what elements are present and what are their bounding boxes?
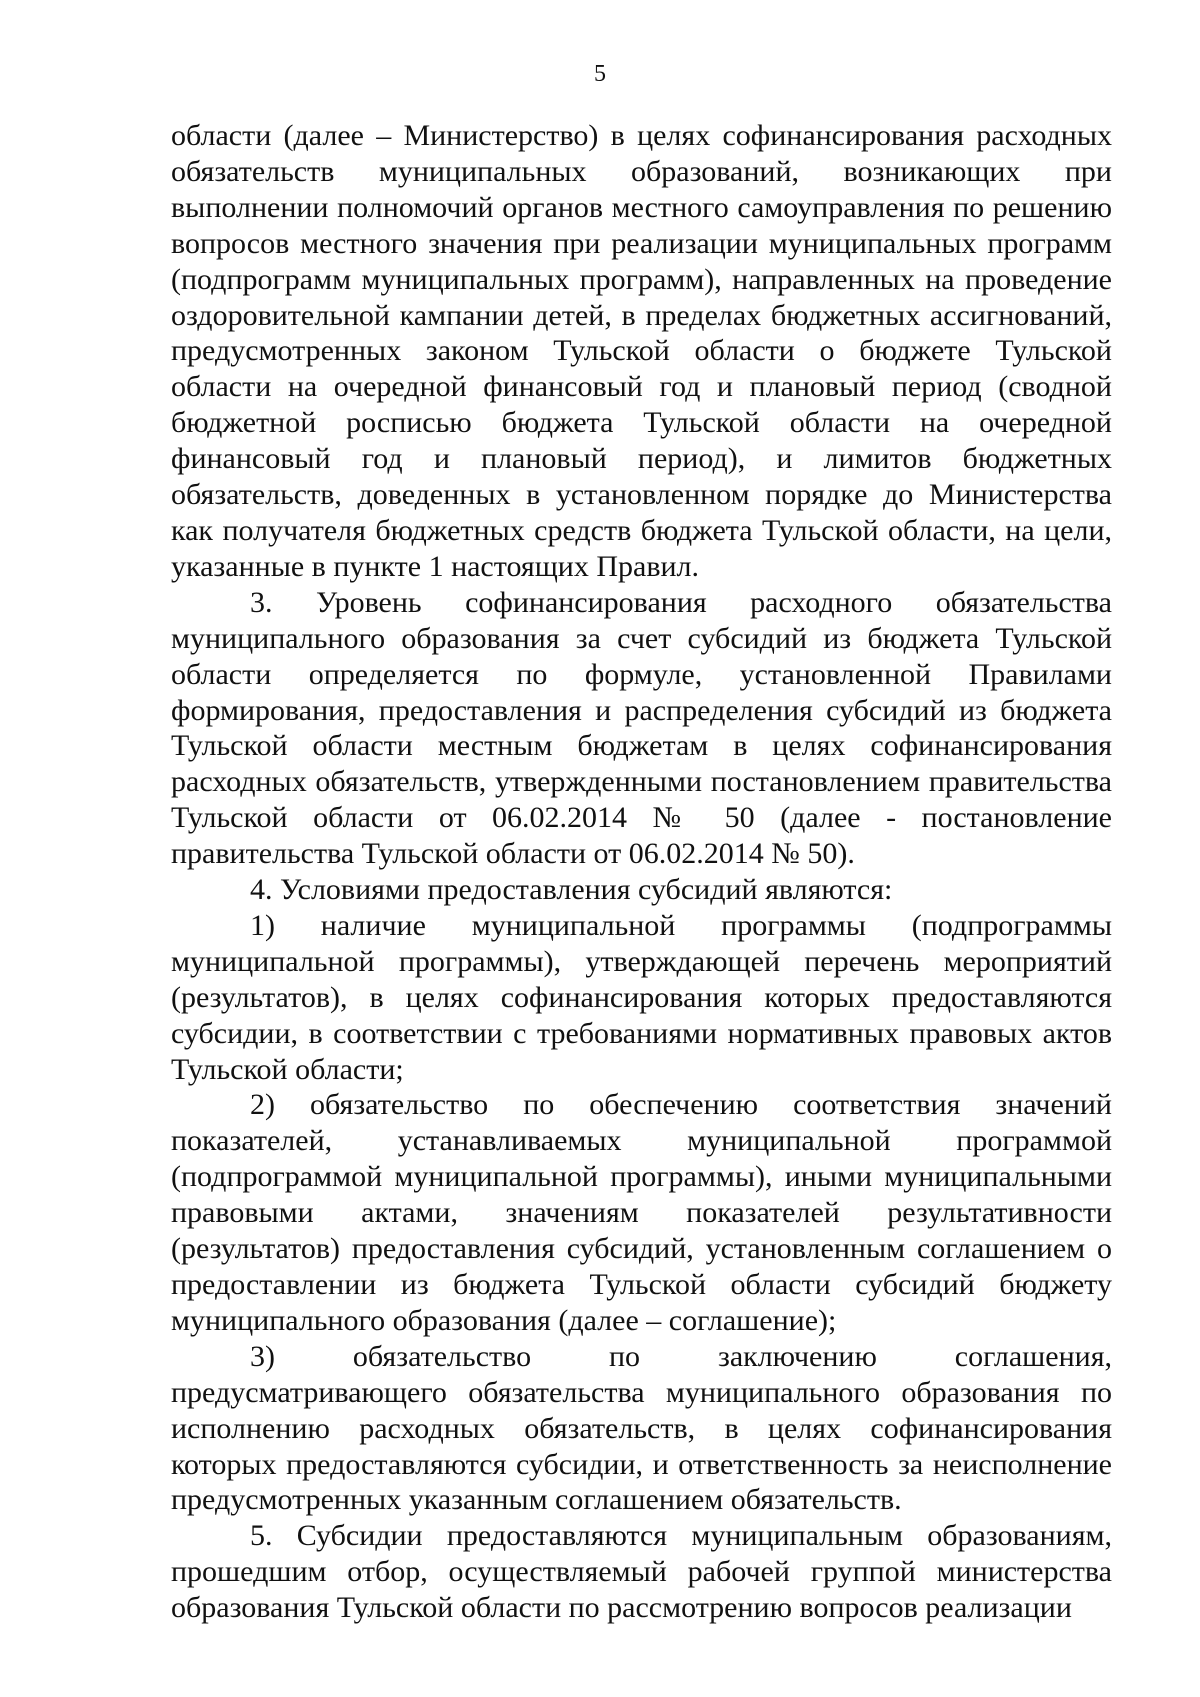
- paragraph-item-5: 5. Субсидии предоставляются муниципальным образованиям, прошедшим отбор, осуществляемый рабочей группой министерства образования Тульской области по рассмотрению вопросов реализации: [171, 1519, 1112, 1625]
- paragraph-subitem-2: 2) обязательство по обеспечению соответствия значений показателей, устанавливаемых муниципальной программой (подпрограммой муниципальной программы), иными муниципальными правовыми актами, значениям показателей результативности (результатов) предоставления субсидий, установленным соглашением о предоставлении из бюджета Тульской области субсидий бюджету муниципального образования (далее – соглашение);: [171, 1088, 1112, 1337]
- page-number: 5: [594, 61, 606, 87]
- paragraph-item-3: 3. Уровень софинансирования расходного обязательства муниципального образования за счет субсидий из бюджета Тульской области определяется по формуле, установленной Правилами формирования, предоставления и распределения субсидий из бюджета Тульской области местным бюджетам в целях софинансирования расходных обязательств, утвержденными постановлением правительства Тульской области от 06.02.2014 № 50 (далее - постановление правительства Тульской области от 06.02.2014 № 50).: [171, 585, 1112, 871]
- paragraph-continuation: области (далее – Министерство) в целях софинансирования расходных обязательств муниципальных образований, возникающих при выполнении полномочий органов местного самоуправления по решению вопросов местного значения при реализации муниципальных программ (подпрограмм муниципальных программ), направленных на проведение оздоровительной кампании детей, в пределах бюджетных ассигнований, предусмотренных законом Тульской области о бюджете Тульской области на очередной финансовый год и плановый период (сводной бюджетной росписью бюджета Тульской области на очередной финансовый год и плановый период), и лимитов бюджетных обязательств, доведенных в установленном порядке до Министерства как получателя бюджетных средств бюджета Тульской области, на цели, указанные в пункте 1 настоящих Правил.: [171, 119, 1112, 583]
- paragraph-item-4: 4. Условиями предоставления субсидий являются:: [250, 873, 893, 907]
- document-body: [171, 118, 1112, 1626]
- paragraph-subitem-3: 3) обязательство по заключению соглашения, предусматривающего обязательства муниципального образования по исполнению расходных обязательств, в целях софинансирования которых предоставляются субсидии, и ответственность за неисполнение предусмотренных указанным соглашением обязательств.: [171, 1339, 1112, 1517]
- paragraph-subitem-1: 1) наличие муниципальной программы (подпрограммы муниципальной программы), утверждающей перечень мероприятий (результатов), в целях софинансирования которых предоставляются субсидии, в соответствии с требованиями нормативных правовых актов Тульской области;: [171, 908, 1112, 1086]
